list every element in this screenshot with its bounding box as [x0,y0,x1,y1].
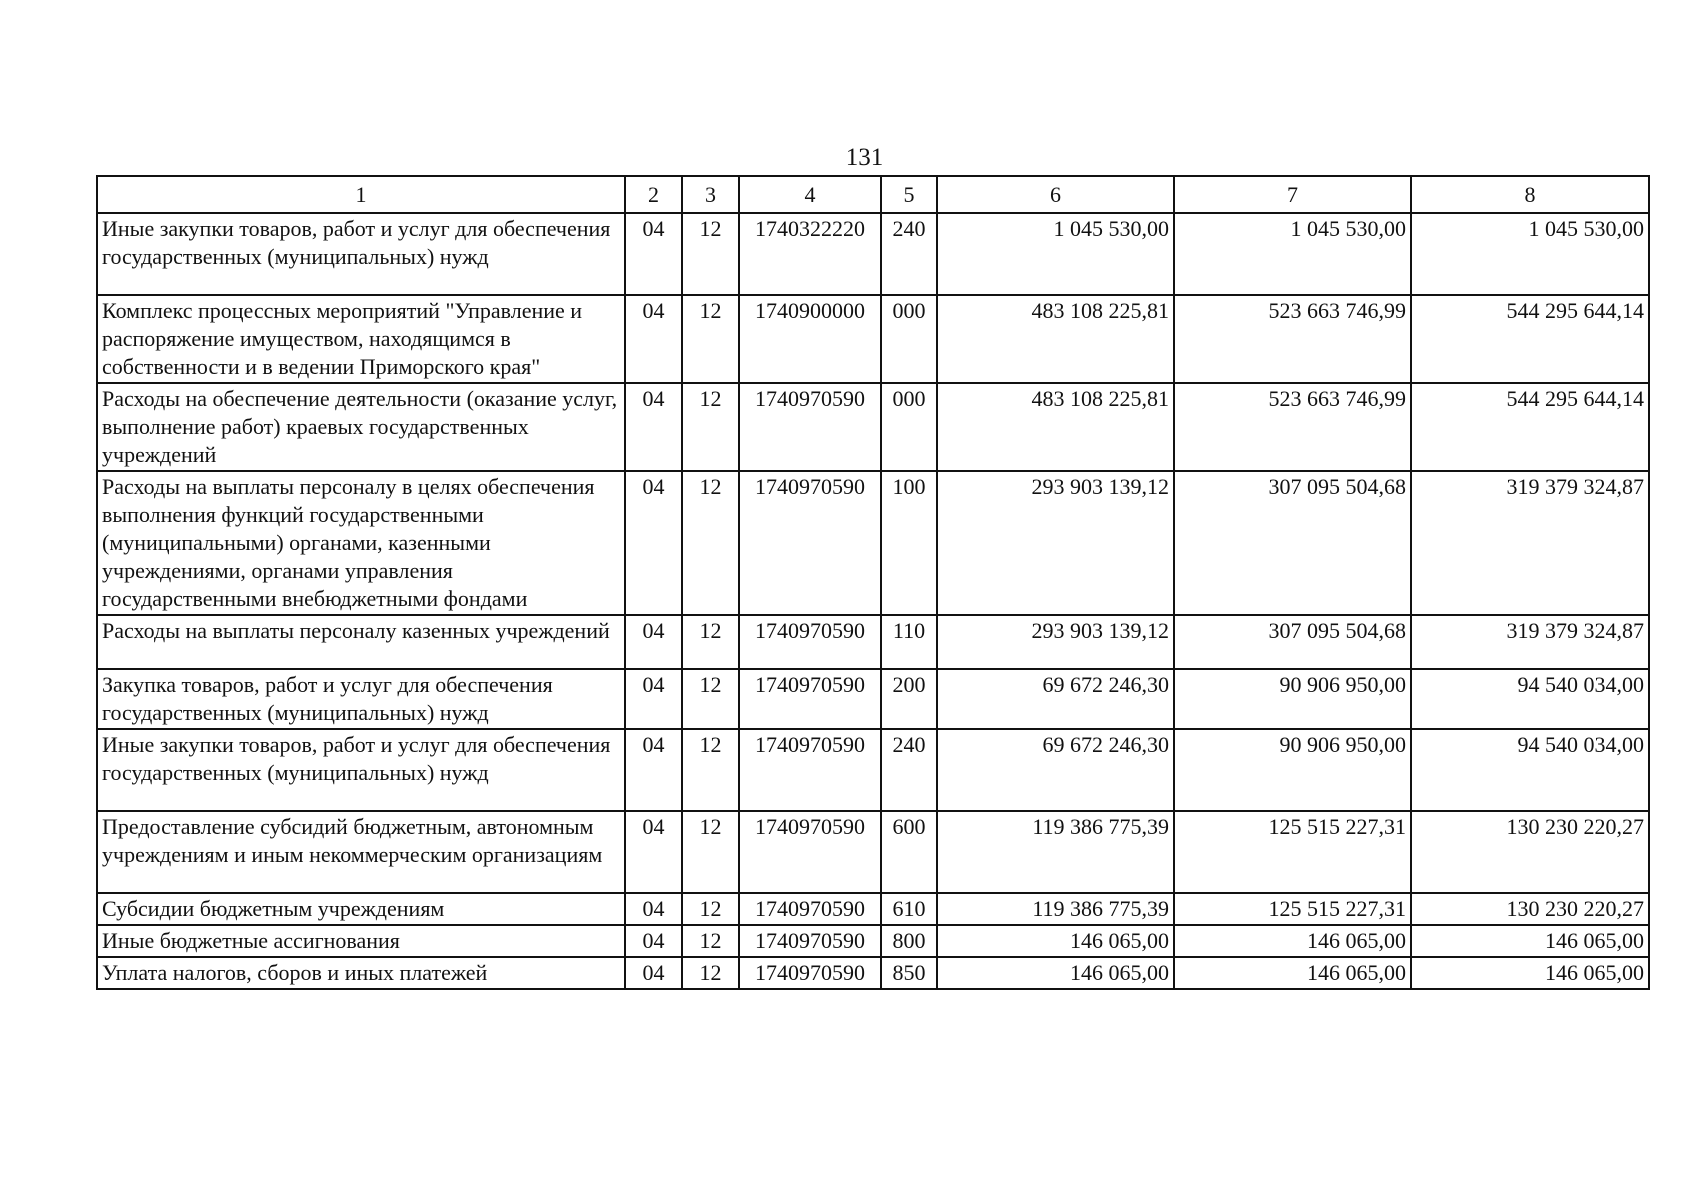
table-row [97,615,1649,669]
amount-col6: 119 386 775,39 [937,811,1174,893]
amount-col7: 146 065,00 [1174,925,1411,957]
expense-name: Расходы на выплаты персоналу казенных учреждений [97,615,625,669]
amount-col8: 319 379 324,87 [1411,615,1649,669]
expense-name: Иные закупки товаров, работ и услуг для обеспечения государственных (муниципальных) нужд [97,729,625,811]
amount-col6: 483 108 225,81 [937,295,1174,383]
subsection-code: 12 [682,669,739,729]
subsection-code: 12 [682,925,739,957]
amount-col8: 1 045 530,00 [1411,213,1649,295]
target-article-code: 1740970590 [739,729,881,811]
expense-name: Субсидии бюджетным учреждениям [97,893,625,925]
expense-type-code: 000 [881,295,937,383]
expense-name: Уплата налогов, сборов и иных платежей [97,957,625,989]
column-header-6: 6 [937,176,1174,213]
subsection-code: 12 [682,615,739,669]
amount-col6: 146 065,00 [937,957,1174,989]
subsection-code: 12 [682,729,739,811]
target-article-code: 1740970590 [739,471,881,615]
section-code: 04 [625,893,682,925]
amount-col6: 293 903 139,12 [937,615,1174,669]
target-article-code: 1740970590 [739,925,881,957]
expense-type-code: 610 [881,893,937,925]
amount-col7: 125 515 227,31 [1174,811,1411,893]
section-code: 04 [625,383,682,471]
amount-col6: 146 065,00 [937,925,1174,957]
expense-name: Расходы на выплаты персоналу в целях обеспечения выполнения функций государственными (муниципальными) органами, казенными учреждениями, органами управления государственными внебюджетными фондами [97,471,625,615]
table-row [97,471,1649,615]
amount-col7: 523 663 746,99 [1174,295,1411,383]
amount-col7: 1 045 530,00 [1174,213,1411,295]
section-code: 04 [625,295,682,383]
expense-type-code: 200 [881,669,937,729]
expense-name: Предоставление субсидий бюджетным, автономным учреждениям и иным некоммерческим организациям [97,811,625,893]
table-row [97,729,1649,811]
amount-col7: 90 906 950,00 [1174,669,1411,729]
amount-col8: 146 065,00 [1411,957,1649,989]
amount-col8: 130 230 220,27 [1411,811,1649,893]
target-article-code: 1740970590 [739,893,881,925]
subsection-code: 12 [682,213,739,295]
target-article-code: 1740970590 [739,383,881,471]
amount-col7: 125 515 227,31 [1174,893,1411,925]
amount-col8: 544 295 644,14 [1411,295,1649,383]
table-row [97,893,1649,925]
expense-type-code: 240 [881,729,937,811]
section-code: 04 [625,957,682,989]
section-code: 04 [625,213,682,295]
column-header-7: 7 [1174,176,1411,213]
subsection-code: 12 [682,383,739,471]
section-code: 04 [625,615,682,669]
target-article-code: 1740322220 [739,213,881,295]
expense-type-code: 000 [881,383,937,471]
expense-name: Закупка товаров, работ и услуг для обеспечения государственных (муниципальных) нужд [97,669,625,729]
table-row [97,213,1649,295]
table-row [97,811,1649,893]
amount-col8: 94 540 034,00 [1411,729,1649,811]
expense-name: Комплекс процессных мероприятий "Управление и распоряжение имуществом, находящимся в собственности и в ведении Приморского края" [97,295,625,383]
subsection-code: 12 [682,811,739,893]
column-header-1: 1 [97,176,625,213]
page-number: 131 [845,144,884,171]
subsection-code: 12 [682,893,739,925]
section-code: 04 [625,669,682,729]
amount-col6: 293 903 139,12 [937,471,1174,615]
column-header-3: 3 [682,176,739,213]
amount-col6: 119 386 775,39 [937,893,1174,925]
amount-col8: 544 295 644,14 [1411,383,1649,471]
expense-type-code: 100 [881,471,937,615]
header-row [97,176,1649,213]
budget-table [96,175,1650,990]
section-code: 04 [625,471,682,615]
subsection-code: 12 [682,295,739,383]
amount-col7: 146 065,00 [1174,957,1411,989]
column-header-5: 5 [881,176,937,213]
amount-col8: 146 065,00 [1411,925,1649,957]
section-code: 04 [625,925,682,957]
amount-col6: 69 672 246,30 [937,729,1174,811]
amount-col6: 1 045 530,00 [937,213,1174,295]
column-header-2: 2 [625,176,682,213]
expense-name: Расходы на обеспечение деятельности (оказание услуг, выполнение работ) краевых государственных учреждений [97,383,625,471]
expense-type-code: 240 [881,213,937,295]
target-article-code: 1740970590 [739,811,881,893]
target-article-code: 1740970590 [739,957,881,989]
expense-type-code: 800 [881,925,937,957]
column-header-8: 8 [1411,176,1649,213]
subsection-code: 12 [682,957,739,989]
section-code: 04 [625,729,682,811]
amount-col7: 307 095 504,68 [1174,471,1411,615]
expense-name: Иные закупки товаров, работ и услуг для обеспечения государственных (муниципальных) нужд [97,213,625,295]
amount-col7: 523 663 746,99 [1174,383,1411,471]
expense-type-code: 850 [881,957,937,989]
section-code: 04 [625,811,682,893]
amount-col6: 483 108 225,81 [937,383,1174,471]
expense-type-code: 600 [881,811,937,893]
subsection-code: 12 [682,471,739,615]
amount-col8: 94 540 034,00 [1411,669,1649,729]
target-article-code: 1740900000 [739,295,881,383]
amount-col8: 130 230 220,27 [1411,893,1649,925]
amount-col6: 69 672 246,30 [937,669,1174,729]
amount-col7: 90 906 950,00 [1174,729,1411,811]
amount-col7: 307 095 504,68 [1174,615,1411,669]
table-row [97,295,1649,383]
expense-type-code: 110 [881,615,937,669]
table-row [97,925,1649,957]
target-article-code: 1740970590 [739,669,881,729]
column-header-4: 4 [739,176,881,213]
table-row [97,669,1649,729]
target-article-code: 1740970590 [739,615,881,669]
table-row [97,383,1649,471]
expense-name: Иные бюджетные ассигнования [97,925,625,957]
table-row [97,957,1649,989]
amount-col8: 319 379 324,87 [1411,471,1649,615]
